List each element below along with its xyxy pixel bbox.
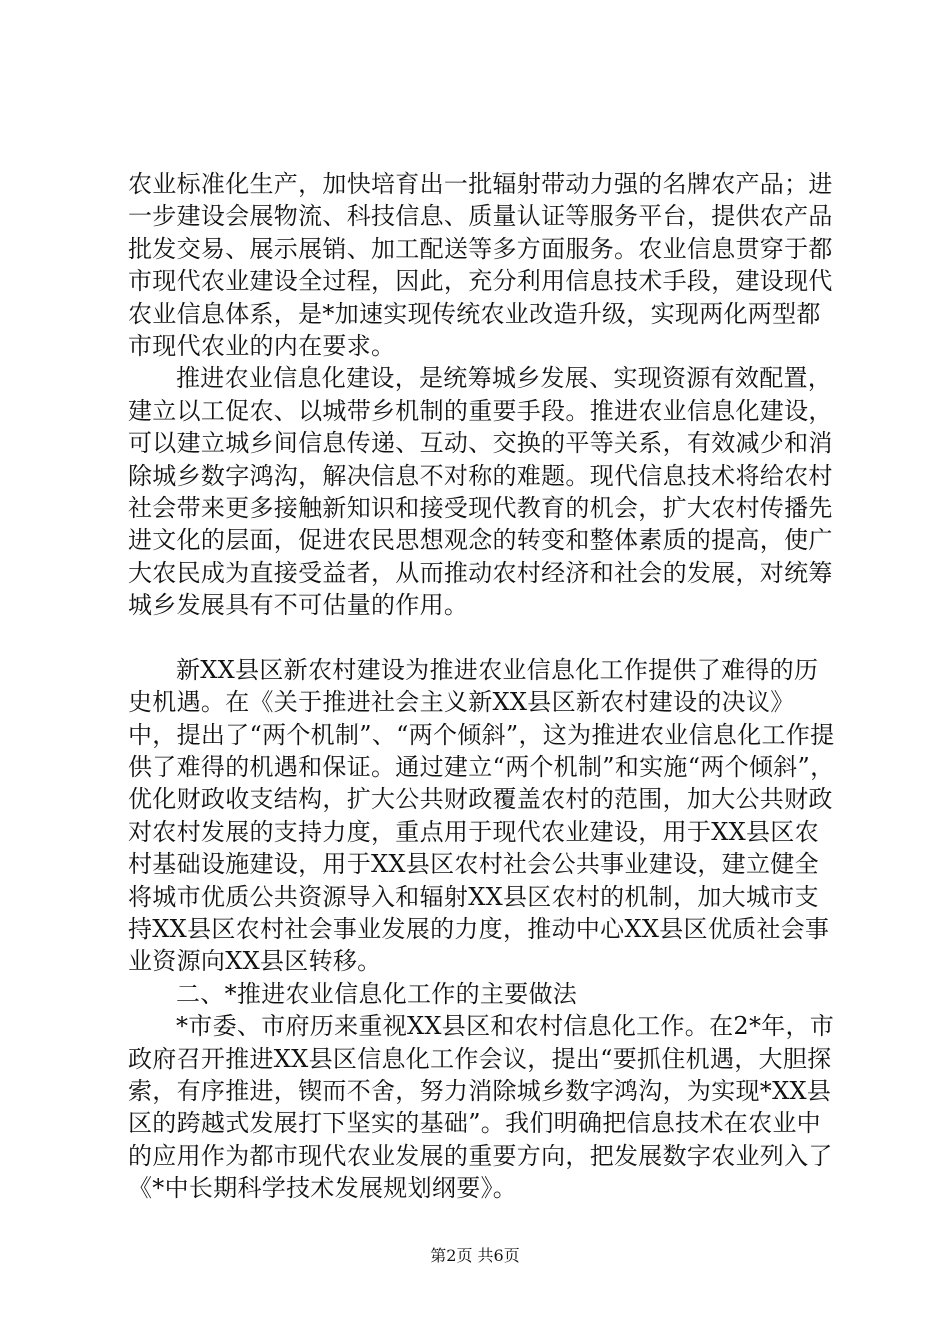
section-heading: 二、*推进农业信息化工作的主要做法	[176, 979, 578, 1008]
paragraph-new-countryside-opportunity: 新XX县区新农村建设为推进农业信息化工作提供了难得的历史机遇。在《关于推进社会主义新XX县区新农村建设的决议》中，提出了“两个机制”、“两个倾斜”，这为推进农业信息化工作提供了难得的机遇和保证。通过建立“两个机制”和实施“两个倾斜”，优化财政收支结构，扩大公共财政覆盖农村的范围，加大公共财政对农村发展的支持力度，重点用于现代农业建设，用于XX县区农村基础设施建设，用于XX县区农村社会公共事业建设，建立健全将城市优质公共资源导入和辐射XX县区农村的机制，加大城市支持XX县区农村社会事业发展的力度，推动中心XX县区优质社会事业资源向XX县区转移。	[128, 655, 835, 976]
paragraph-informatization-importance: 推进农业信息化建设，是统筹城乡发展、实现资源有效配置，建立以工促农、以城带乡机制的重要手段。推进农业信息化建设，可以建立城乡间信息传递、互动、交换的平等关系，有效减少和消除城乡数字鸿沟，解决信息不对称的难题。现代信息技术将给农村社会带来更多接触新知识和接受现代教育的机会，扩大农村传播先进文化的层面，促进农民思想观念的转变和整体素质的提高，使广大农民成为直接受益者，从而推动农村经济和社会的发展，对统筹城乡发展具有不可估量的作用。	[128, 364, 833, 620]
paragraph-continuation: 农业标准化生产，加快培育出一批辐射带动力强的名牌农产品；进一步建设会展物流、科技信息、质量认证等服务平台，提供农产品批发交易、展示展销、加工配送等多方面服务。农业信息贯穿于都市现代农业建设全过程，因此，充分利用信息技术手段，建设现代农业信息体系，是*加速实现传统农业改造升级，实现两化两型都市现代农业的内在要求。	[128, 170, 833, 361]
document-body	[128, 168, 840, 1205]
page-number-footer: 第2页 共6页	[430, 1246, 520, 1265]
paragraph-main-practices: *市委、市府历来重视XX县区和农村信息化工作。在2*年，市政府召开推进XX县区信息化工作会议，提出“要抓住机遇，大胆探索，有序推进，锲而不舍，努力消除城乡数字鸿沟，为实现*XX县区的跨越式发展打下坚实的基础”。我们明确把信息技术在农业中的应用作为都市现代农业发展的重要方向，把发展数字农业列入了《*中长期科学技术发展规划纲要》。	[128, 1012, 835, 1203]
